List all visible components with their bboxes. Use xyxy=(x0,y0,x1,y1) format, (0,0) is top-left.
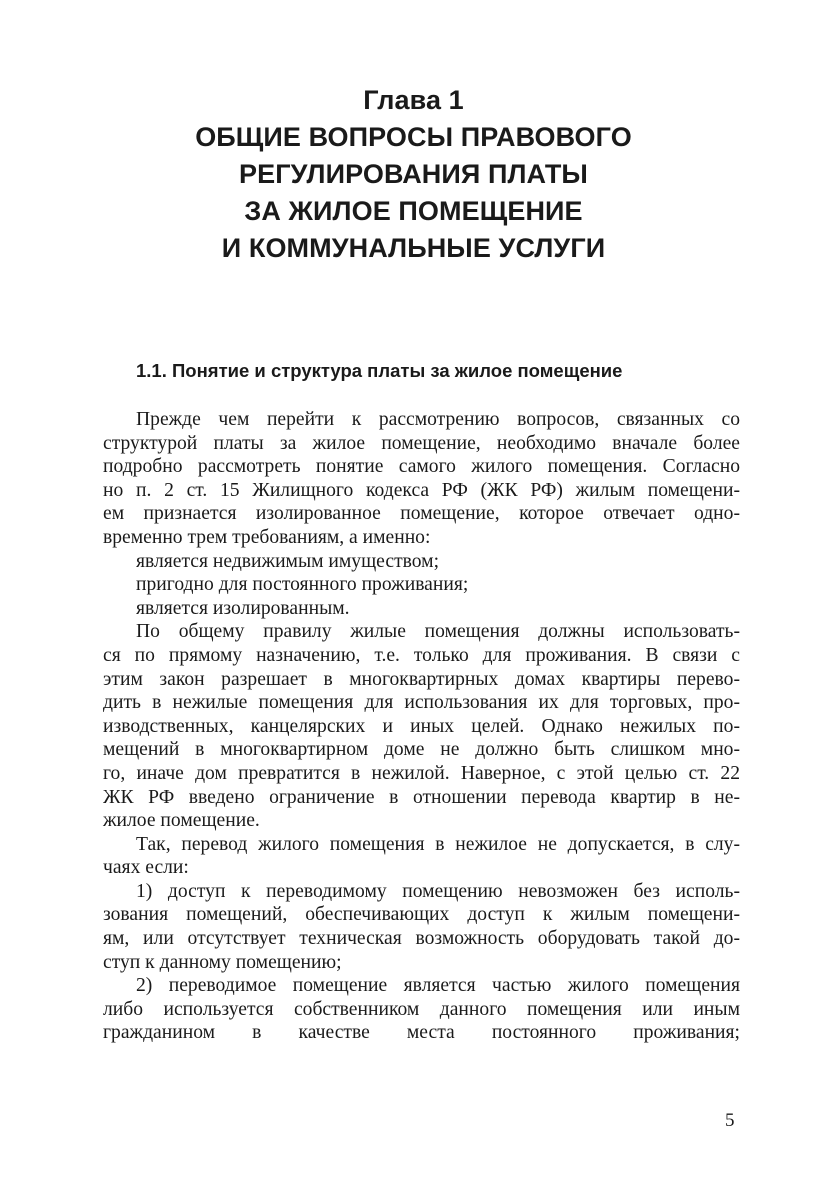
list-item: является изолированным. xyxy=(136,597,350,619)
body-line: дить в нежилые помещения для использования их для торговых, про- xyxy=(103,692,740,714)
body-text xyxy=(103,408,740,1045)
body-line: структурой платы за жилое помещение, необходимо вначале более xyxy=(103,432,740,454)
body-line: жилое помещение. xyxy=(103,810,260,832)
body-line: гражданином в качестве места постоянного проживания; xyxy=(103,1022,740,1044)
list-item: пригодно для постоянного проживания; xyxy=(136,574,469,596)
section-title: 1.1. Понятие и структура платы за жилое помещение xyxy=(136,360,623,381)
body-line: но п. 2 ст. 15 Жилищного кодекса РФ (ЖК РФ) жилым помещени- xyxy=(103,479,740,501)
body-line: подробно рассмотреть понятие самого жилого помещения. Согласно xyxy=(103,456,740,478)
body-line: го, иначе дом превратится в нежилой. Наверное, с этой целью ст. 22 xyxy=(103,762,740,784)
body-line: ям, или отсутствует техническая возможность оборудовать такой до- xyxy=(103,928,740,950)
chapter-title-line-2: РЕГУЛИРОВАНИЯ ПЛАТЫ xyxy=(239,159,588,189)
body-line: ем признается изолированное помещение, которое отвечает одно- xyxy=(103,503,740,525)
chapter-header xyxy=(0,82,827,267)
body-line: чаях если: xyxy=(103,857,189,879)
body-line: Прежде чем перейти к рассмотрению вопросов, связанных со xyxy=(136,409,740,430)
body-line: ступ к данному помещению; xyxy=(103,951,342,973)
body-line: ЖК РФ введено ограничение в отношении перевода квартир в не- xyxy=(103,786,740,808)
list-item: 2) переводимое помещение является частью жилого помещения xyxy=(136,975,740,997)
body-line: временно трем требованиям, а именно: xyxy=(103,526,431,548)
chapter-title-line-3: ЗА ЖИЛОЕ ПОМЕЩЕНИЕ xyxy=(244,196,583,226)
body-line: зования помещений, обеспечивающих доступ к жилым помещени- xyxy=(103,904,740,926)
body-line: этим закон разрешает в многоквартирных домах квартиры перево- xyxy=(103,668,740,690)
body-line: либо используется собственником данного помещения или иным xyxy=(103,998,740,1020)
page-number: 5 xyxy=(725,1110,735,1131)
body-line: По общему правилу жилые помещения должны использовать- xyxy=(136,621,740,643)
list-item: 1) доступ к переводимому помещению невозможен без исполь- xyxy=(136,880,740,902)
chapter-label: Глава 1 xyxy=(363,85,464,115)
list-item: является недвижимым имуществом; xyxy=(136,550,440,572)
body-line: изводственных, канцелярских и иных целей. Однако нежилых по- xyxy=(103,715,740,737)
body-line: мещений в многоквартирном доме не должно быть слишком мно- xyxy=(103,739,740,761)
chapter-title-line-4: И КОММУНАЛЬНЫЕ УСЛУГИ xyxy=(221,233,606,263)
chapter-title-line-1: ОБЩИЕ ВОПРОСЫ ПРАВОВОГО xyxy=(195,122,632,152)
body-line: Так, перевод жилого помещения в нежилое не допускается, в слу- xyxy=(136,833,740,855)
body-line: ся по прямому назначению, т.е. только для проживания. В связи с xyxy=(103,644,740,666)
